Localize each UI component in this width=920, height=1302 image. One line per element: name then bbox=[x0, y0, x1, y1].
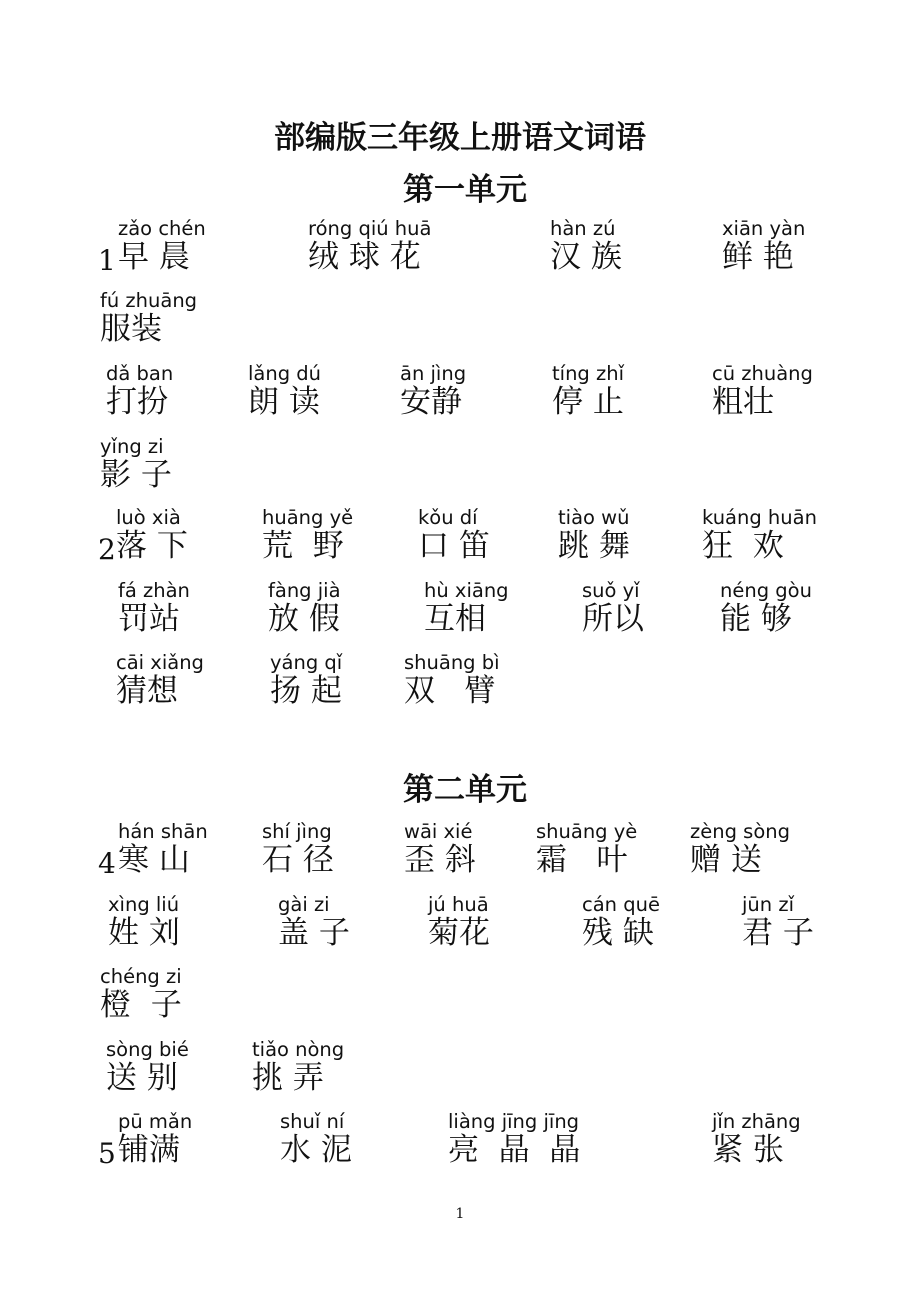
vocab-row bbox=[0, 1039, 920, 1111]
hanzi: 石 径 bbox=[262, 842, 334, 878]
vocab-word bbox=[268, 580, 341, 639]
row-number: 4 bbox=[98, 847, 116, 880]
pinyin: pū mǎn bbox=[118, 1110, 193, 1133]
hanzi: 能 够 bbox=[720, 601, 792, 637]
pinyin: néng gòu bbox=[720, 579, 812, 602]
hanzi: 口 笛 bbox=[418, 528, 490, 564]
document-title: 部编版三年级上册语文词语 bbox=[274, 120, 646, 156]
pinyin: luò xià bbox=[116, 506, 181, 529]
vocab-word bbox=[582, 894, 660, 953]
hanzi: 残 缺 bbox=[582, 915, 654, 951]
pinyin: cāi xiǎng bbox=[116, 651, 204, 674]
pinyin: cū zhuàng bbox=[712, 362, 813, 385]
vocab-word bbox=[550, 218, 622, 277]
hanzi: 互相 bbox=[424, 601, 486, 637]
hanzi: 跳 舞 bbox=[558, 528, 630, 564]
pinyin: wāi xié bbox=[404, 820, 473, 843]
vocab-word bbox=[118, 1111, 192, 1170]
hanzi: 亮 晶 晶 bbox=[448, 1132, 581, 1168]
pinyin: cán quē bbox=[582, 893, 660, 916]
pinyin: shuāng yè bbox=[536, 820, 638, 843]
pinyin: jūn zǐ bbox=[742, 893, 794, 916]
hanzi: 影 子 bbox=[100, 457, 172, 493]
pinyin: zǎo chén bbox=[118, 217, 206, 240]
hanzi: 停 止 bbox=[552, 384, 624, 420]
hanzi: 赠 送 bbox=[690, 842, 762, 878]
pinyin: hán shān bbox=[118, 820, 208, 843]
hanzi: 罚站 bbox=[118, 601, 180, 637]
vocab-word bbox=[262, 507, 353, 566]
pinyin: kǒu dí bbox=[418, 506, 478, 529]
vocab-word bbox=[252, 1039, 344, 1098]
vocab-word bbox=[108, 894, 180, 953]
pinyin: yǐng zi bbox=[100, 435, 164, 458]
vocab-row bbox=[0, 218, 920, 290]
vocab-word bbox=[424, 580, 509, 639]
vocab-word bbox=[116, 507, 188, 566]
vocab-row bbox=[0, 436, 920, 508]
hanzi: 水 泥 bbox=[280, 1132, 352, 1168]
vocab-row bbox=[0, 652, 920, 724]
pinyin: xiān yàn bbox=[722, 217, 806, 240]
vocab-word bbox=[116, 652, 204, 711]
hanzi: 粗壮 bbox=[712, 384, 774, 420]
hanzi: 歪 斜 bbox=[404, 842, 476, 878]
hanzi: 狂 欢 bbox=[702, 528, 784, 564]
pinyin: jú huā bbox=[428, 893, 489, 916]
hanzi: 安静 bbox=[400, 384, 462, 420]
hanzi: 橙 子 bbox=[100, 987, 182, 1023]
pinyin: hù xiāng bbox=[424, 579, 509, 602]
vocab-word bbox=[558, 507, 630, 566]
pinyin: fú zhuāng bbox=[100, 289, 198, 312]
hanzi: 放 假 bbox=[268, 601, 340, 637]
hanzi: 落 下 bbox=[116, 528, 188, 564]
vocab-row bbox=[0, 363, 920, 435]
unit-heading: 第一单元 bbox=[403, 172, 527, 208]
hanzi: 挑 弄 bbox=[252, 1060, 324, 1096]
vocab-word bbox=[106, 363, 173, 422]
hanzi: 寒 山 bbox=[118, 842, 190, 878]
pinyin: liàng jīng jīng bbox=[448, 1110, 580, 1133]
unit-heading: 第二单元 bbox=[403, 772, 527, 808]
vocab-word bbox=[100, 290, 197, 349]
hanzi: 双 臂 bbox=[404, 673, 496, 709]
vocab-word bbox=[742, 894, 814, 953]
pinyin: xìng liú bbox=[108, 893, 180, 916]
vocab-word bbox=[118, 218, 206, 277]
vocab-word bbox=[418, 507, 490, 566]
hanzi: 君 子 bbox=[742, 915, 814, 951]
vocab-word bbox=[720, 580, 812, 639]
vocab-word bbox=[100, 966, 182, 1025]
vocab-word bbox=[428, 894, 490, 953]
vocab-row bbox=[0, 290, 920, 362]
vocab-word bbox=[536, 821, 637, 880]
pinyin: fàng jià bbox=[268, 579, 341, 602]
vocab-row bbox=[0, 1111, 920, 1183]
pinyin: sòng bié bbox=[106, 1038, 189, 1061]
pinyin: yáng qǐ bbox=[270, 651, 343, 674]
vocab-word bbox=[262, 821, 334, 880]
pinyin: róng qiú huā bbox=[308, 217, 432, 240]
vocab-row bbox=[0, 580, 920, 652]
vocab-word bbox=[722, 218, 805, 277]
vocab-row bbox=[0, 507, 920, 579]
hanzi: 扬 起 bbox=[270, 673, 342, 709]
vocab-word bbox=[308, 218, 431, 277]
hanzi: 早 晨 bbox=[118, 239, 190, 275]
pinyin: shí jìng bbox=[262, 820, 332, 843]
vocab-word bbox=[400, 363, 466, 422]
pinyin: kuáng huān bbox=[702, 506, 817, 529]
row-number: 5 bbox=[98, 1137, 116, 1170]
pinyin: tíng zhǐ bbox=[552, 362, 625, 385]
pinyin: shuāng bì bbox=[404, 651, 500, 674]
pinyin: lǎng dú bbox=[248, 362, 322, 385]
pinyin: huāng yě bbox=[262, 506, 354, 529]
vocab-word bbox=[106, 1039, 189, 1098]
hanzi: 鲜 艳 bbox=[722, 239, 794, 275]
hanzi: 铺满 bbox=[118, 1132, 180, 1168]
pinyin: shuǐ ní bbox=[280, 1110, 345, 1133]
vocab-word bbox=[404, 821, 476, 880]
hanzi: 汉 族 bbox=[550, 239, 622, 275]
vocab-word bbox=[404, 652, 500, 711]
hanzi: 服装 bbox=[100, 311, 162, 347]
vocab-word bbox=[100, 436, 172, 495]
hanzi: 姓 刘 bbox=[108, 915, 180, 951]
vocab-word bbox=[712, 1111, 801, 1170]
hanzi: 所以 bbox=[582, 601, 644, 637]
hanzi: 猜想 bbox=[116, 673, 178, 709]
hanzi: 菊花 bbox=[428, 915, 490, 951]
pinyin: fá zhàn bbox=[118, 579, 190, 602]
hanzi: 荒 野 bbox=[262, 528, 344, 564]
vocab-row bbox=[0, 821, 920, 893]
vocab-word bbox=[552, 363, 624, 422]
pinyin: ān jìng bbox=[400, 362, 467, 385]
page-number: 1 bbox=[455, 1206, 465, 1222]
pinyin: dǎ ban bbox=[106, 362, 174, 385]
vocab-word bbox=[712, 363, 813, 422]
vocab-row bbox=[0, 894, 920, 966]
pinyin: tiào wǔ bbox=[558, 506, 630, 529]
hanzi: 送 别 bbox=[106, 1060, 178, 1096]
row-number: 2 bbox=[98, 533, 116, 566]
vocab-word bbox=[702, 507, 817, 566]
pinyin: gài zi bbox=[278, 893, 330, 916]
hanzi: 绒 球 花 bbox=[308, 239, 421, 275]
pinyin: zèng sòng bbox=[690, 820, 790, 843]
vocab-word bbox=[118, 580, 190, 639]
pinyin: jǐn zhāng bbox=[712, 1110, 801, 1133]
vocab-row bbox=[0, 966, 920, 1038]
hanzi: 紧 张 bbox=[712, 1132, 784, 1168]
vocab-word bbox=[690, 821, 790, 880]
vocab-word bbox=[270, 652, 342, 711]
hanzi: 盖 子 bbox=[278, 915, 350, 951]
vocab-word bbox=[118, 821, 208, 880]
hanzi: 霜 叶 bbox=[536, 842, 628, 878]
vocab-word bbox=[280, 1111, 352, 1170]
vocab-word bbox=[248, 363, 321, 422]
pinyin: hàn zú bbox=[550, 217, 616, 240]
vocab-word bbox=[278, 894, 350, 953]
vocab-word bbox=[448, 1111, 580, 1170]
vocab-word bbox=[582, 580, 644, 639]
row-number: 1 bbox=[98, 244, 116, 277]
pinyin: chéng zi bbox=[100, 965, 182, 988]
pinyin: suǒ yǐ bbox=[582, 579, 640, 602]
pinyin: tiǎo nòng bbox=[252, 1038, 345, 1061]
hanzi: 朗 读 bbox=[248, 384, 320, 420]
hanzi: 打扮 bbox=[106, 384, 168, 420]
